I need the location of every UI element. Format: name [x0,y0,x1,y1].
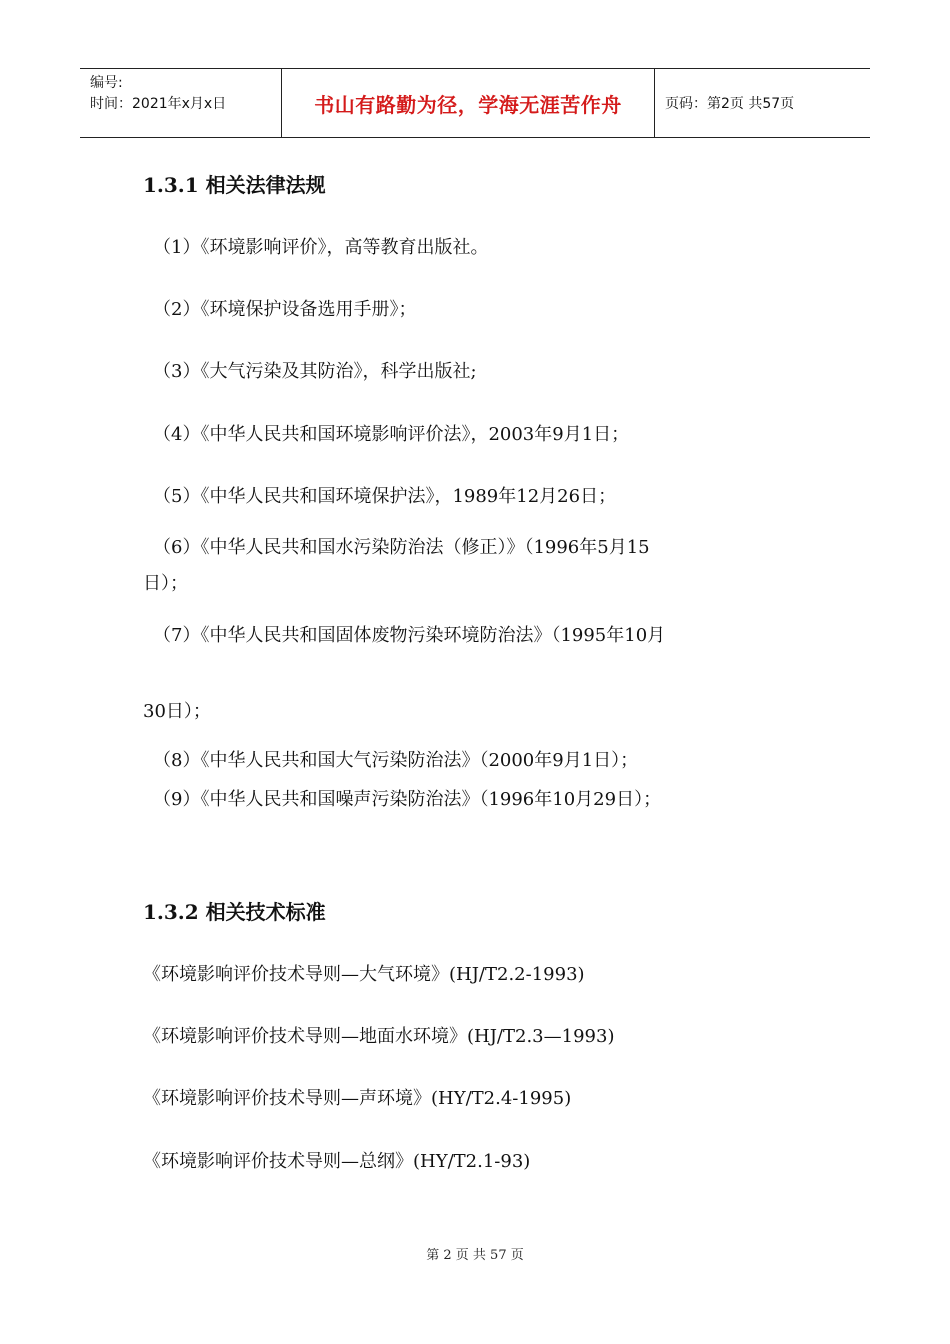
law-item: （7）《中华人民共和国固体废物污染环境防治法》（1995年10月 [153,625,666,646]
standard-item: 《环境影响评价技术导则—总纲》(HY/T2.1-93) [143,1151,531,1172]
section-heading-standards: 1.3.2 相关技术标准 [143,900,326,924]
law-item: （8）《中华人民共和国大气污染防治法》（2000年9月1日）； [153,750,639,771]
law-item: （5）《中华人民共和国环境保护法》，1989年12月26日； [153,486,617,507]
law-item: （4）《中华人民共和国环境影响评价法》，2003年9月1日； [153,424,630,445]
law-item: （9）《中华人民共和国噪声污染防治法》（1996年10月29日）； [153,789,662,810]
law-item-continuation: 日）； [143,573,188,594]
standard-item: 《环境影响评价技术导则—声环境》(HY/T2.4-1995) [143,1088,572,1109]
standard-item: 《环境影响评价技术导则—地面水环境》(HJ/T2.3—1993) [143,1026,615,1047]
law-item: （1）《环境影响评价》，高等教育出版社。 [153,237,489,258]
law-item: （2）《环境保护设备选用手册》； [153,299,417,320]
standard-item: 《环境影响评价技术导则—大气环境》(HJ/T2.2-1993) [143,964,585,985]
page-footer: 第 2 页 共 57 页 [426,1248,524,1263]
header-page-info: 页码：第2页 共57页 [665,96,795,112]
section-heading-laws: 1.3.1 相关法律法规 [143,173,326,197]
law-item-continuation: 30日）； [143,701,211,722]
document-number-label: 编号: [90,75,123,91]
law-item: （6）《中华人民共和国水污染防治法（修正）》（1996年5月15 [153,537,650,558]
header-meta [80,69,282,137]
document-time-label: 时间：2021年x月x日 [90,96,227,112]
law-item: （3）《大气污染及其防治》，科学出版社; [153,361,477,382]
header-page-info-cell [655,69,870,137]
page-header [80,68,870,138]
header-motto: 书山有路勤为径，学海无涯苦作舟 [314,92,622,117]
header-motto-cell [282,69,655,137]
